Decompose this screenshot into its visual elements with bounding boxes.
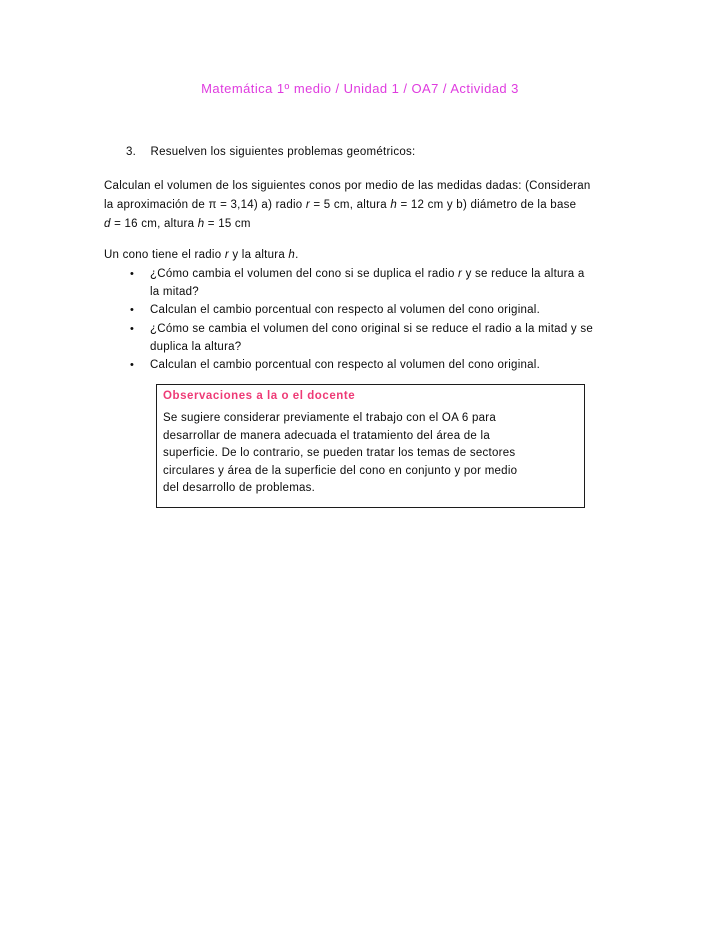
teacher-note-body bbox=[163, 410, 577, 498]
problem-statement bbox=[104, 177, 644, 233]
exercise-item bbox=[126, 146, 415, 158]
note-line: circulares y área de la superficie del cono en conjunto y por medio bbox=[163, 464, 518, 477]
note-line: del desarrollo de problemas. bbox=[163, 482, 316, 494]
cone-intro-text: Un cono tiene el radio r y la altura h. bbox=[104, 249, 299, 261]
list-item bbox=[104, 265, 664, 301]
teacher-note-box bbox=[156, 384, 585, 508]
bullet-line: Calculan el cambio porcentual con respecto al volumen del cono original. bbox=[150, 359, 541, 372]
bullet-list bbox=[104, 265, 664, 374]
problem-line: la aproximación de π = 3,14) a) radio r = 5 cm, altura h = 12 cm y b) diámetro de la base bbox=[104, 198, 577, 211]
document-title: Matemática 1º medio / Unidad 1 / OA7 / Actividad 3 bbox=[201, 81, 519, 96]
exercise-number: 3. bbox=[126, 146, 137, 158]
bullet-line: Calculan el cambio porcentual con respecto al volumen del cono original. bbox=[150, 304, 541, 317]
bullet-icon: • bbox=[130, 322, 135, 335]
bullet-line: ¿Cómo cambia el volumen del cono si se duplica el radio r y se reduce la altura a bbox=[150, 268, 585, 280]
bullet-icon: • bbox=[130, 359, 135, 372]
list-item bbox=[104, 320, 664, 356]
bullet-line: la mitad? bbox=[150, 286, 199, 299]
list-item bbox=[104, 356, 664, 374]
exercise-heading: Resuelven los siguientes problemas geométricos: bbox=[150, 146, 416, 158]
bullet-icon: • bbox=[130, 268, 135, 280]
note-line: desarrollar de manera adecuada el tratamiento del área de la bbox=[163, 429, 490, 442]
note-line: superficie. De lo contrario, se pueden tratar los temas de sectores bbox=[163, 447, 516, 459]
bullet-line: duplica la altura? bbox=[150, 340, 242, 353]
problem-line: d = 16 cm, altura h = 15 cm bbox=[104, 217, 251, 230]
teacher-note-title: Observaciones a la o el docente bbox=[163, 390, 356, 402]
list-item bbox=[104, 301, 664, 319]
problem-line: Calculan el volumen de los siguientes conos por medio de las medidas dadas: (Consideran bbox=[104, 180, 591, 192]
bullet-icon: • bbox=[130, 304, 135, 317]
note-line: Se sugiere considerar previamente el trabajo con el OA 6 para bbox=[163, 412, 496, 424]
bullet-line: ¿Cómo se cambia el volumen del cono original si se reduce el radio a la mitad y se bbox=[150, 322, 594, 335]
